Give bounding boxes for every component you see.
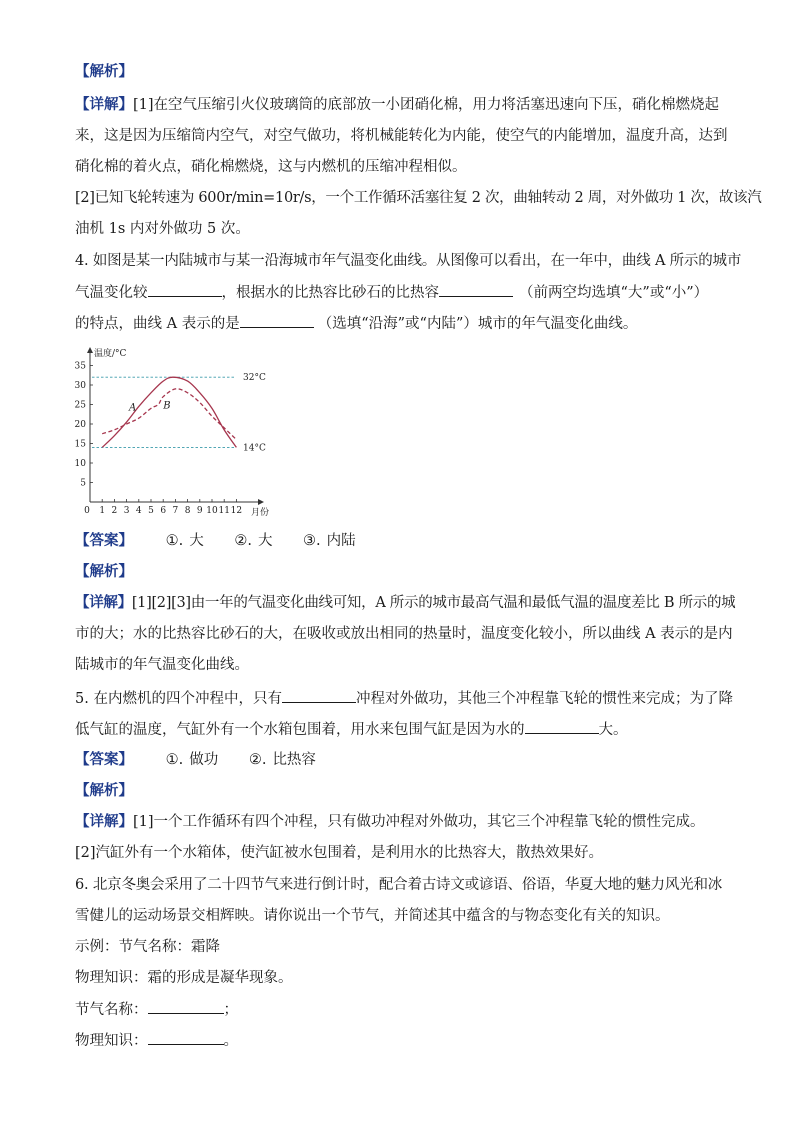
reference-label: 32°C — [243, 373, 266, 384]
answer-blank-2[interactable] — [439, 282, 513, 297]
x-tick-label: 6 — [160, 506, 167, 516]
q6-example: 示例：节气名称：霜降 — [75, 939, 220, 955]
q5-question-line1: 5. 在内燃机的四个冲程中，只有 冲程对外做功，其他三个冲程靠飞轮的惯性来完成；为了降 — [75, 688, 733, 708]
detail-q4-line3: 陆城市的年气温变化曲线。 — [75, 657, 249, 673]
x-tick-label: 0 — [84, 506, 90, 516]
series-b-label: B — [163, 400, 171, 412]
analysis-label-q4: 【解析】 — [75, 563, 133, 580]
q4-question-line2: 气温变化较 ，根据水的比热容比砂石的比热容 （前两空均选填“大”或“小”） — [75, 282, 708, 302]
q5-answer-row: 【答案】 ①. 做功 ②. 比热容 — [75, 751, 316, 768]
detail-q5-line2: [2]汽缸外有一个水箱体，使汽缸被水包围着，是利用水的比热容大，散热效果好。 — [75, 845, 604, 861]
x-tick-label: 9 — [196, 506, 203, 516]
x-axis-label: 月份 — [251, 508, 270, 518]
answer-blank-1[interactable] — [148, 282, 222, 297]
analysis-label-q5: 【解析】 — [75, 782, 133, 799]
x-tick-label: 1 — [99, 506, 106, 516]
series-a-line — [102, 377, 236, 447]
q5-question-line2: 低气缸的温度，气缸外有一个水箱包围着，用水来包围气缸是因为水的 大。 — [75, 719, 628, 739]
y-tick-label: 30 — [74, 381, 86, 391]
answer-blank-2[interactable] — [525, 719, 599, 734]
q6-question-line1: 6. 北京冬奥会采用了二十四节气来进行倒计时，配合着古诗文或谚语、俗语，华夏大地的魅力风光和冰 — [75, 877, 723, 893]
q6-knowledge-row: 物理知识： 。 — [75, 1030, 238, 1050]
x-tick-label: 10 — [206, 506, 218, 516]
x-tick-label: 2 — [111, 506, 118, 516]
answer-label: 【答案】 — [75, 532, 133, 549]
detail-label: 【详解】 — [75, 96, 133, 113]
analysis-label-q3: 【解析】 — [75, 63, 133, 80]
q4-question-line3: 的特点，曲线 A 表示的是 （选填“沿海”或“内陆”）城市的年气温变化曲线。 — [75, 313, 637, 333]
y-tick-label: 10 — [74, 459, 86, 469]
y-tick-label: 15 — [74, 439, 86, 450]
detail-q3-line3: 硝化棉的着火点，硝化棉燃烧，这与内燃机的压缩冲程相似。 — [75, 159, 467, 175]
detail-q4-line1: 【详解】[1][2][3]由一年的气温变化曲线可知，A 所示的城市最高气温和最低气温的温度差比 B 所示的城 — [75, 594, 736, 611]
temperature-chart — [60, 340, 300, 520]
knowledge-blank[interactable] — [148, 1030, 224, 1045]
detail-q3-line4: [2]已知飞轮转速为 600r/min=10r/s，一个工作循环活塞往复 2 次，曲轴转动 2 周，对外做功 1 次，故该汽 — [75, 190, 762, 206]
answer-blank-3[interactable] — [240, 313, 314, 328]
series-b-line — [102, 389, 236, 440]
y-axis-label: 温度/°C — [94, 349, 127, 359]
series-a-label: A — [129, 402, 137, 414]
answer-item: ②. 大 — [234, 533, 273, 549]
x-tick-label: 3 — [123, 506, 130, 516]
y-tick-label: 5 — [80, 478, 86, 489]
y-tick-label: 25 — [74, 400, 86, 411]
x-tick-label: 11 — [218, 506, 230, 516]
q6-example-knowledge: 物理知识：霜的形成是凝华现象。 — [75, 970, 293, 986]
detail-q4-line2: 市的大；水的比热容比砂石的大，在吸收或放出相同的热量时，温度变化较小，所以曲线 A 表示的是内 — [75, 626, 733, 642]
reference-label: 14°C — [243, 443, 266, 454]
x-tick-label: 12 — [230, 506, 243, 516]
q4-answer-row — [75, 531, 382, 551]
detail-q3-line1: 【详解】[1]在空气压缩引火仪玻璃筒的底部放一小团硝化棉，用力将活塞迅速向下压，硝化棉燃烧起 — [75, 96, 720, 113]
answer-item: ③. 内陆 — [303, 533, 356, 549]
y-tick-label: 35 — [74, 361, 86, 372]
detail-q3-line2: 来，这是因为压缩筒内空气，对空气做功，将机械能转化为内能，使空气的内能增加，温度升高，达到 — [75, 128, 728, 144]
detail-q3-line5: 油机 1s 内对外做功 5 次。 — [75, 221, 250, 237]
q6-term-row: 节气名称： ； — [75, 999, 238, 1019]
term-name-blank[interactable] — [148, 999, 224, 1014]
x-tick-label: 8 — [184, 506, 191, 516]
answer-blank-1[interactable] — [282, 688, 356, 703]
detail-q5-line1: 【详解】[1]一个工作循环有四个冲程，只有做功冲程对外做功，其它三个冲程靠飞轮的惯性完成。 — [75, 813, 705, 830]
x-tick-label: 5 — [148, 506, 154, 516]
q6-question-line2: 雪健儿的运动场景交相辉映。请你说出一个节气，并简述其中蕴含的与物态变化有关的知识。 — [75, 908, 670, 924]
answer-item: ①. 大 — [165, 533, 204, 549]
answer-item: ②. 比热容 — [248, 752, 316, 768]
answer-item: ①. 做功 — [165, 752, 219, 768]
x-tick-label: 7 — [172, 506, 179, 516]
x-tick-label: 4 — [135, 506, 142, 516]
q4-question-line1: 4. 如图是某一内陆城市与某一沿海城市年气温变化曲线。从图像可以看出，在一年中，曲线 A 所示的城市 — [75, 253, 742, 269]
y-tick-label: 20 — [74, 420, 86, 430]
